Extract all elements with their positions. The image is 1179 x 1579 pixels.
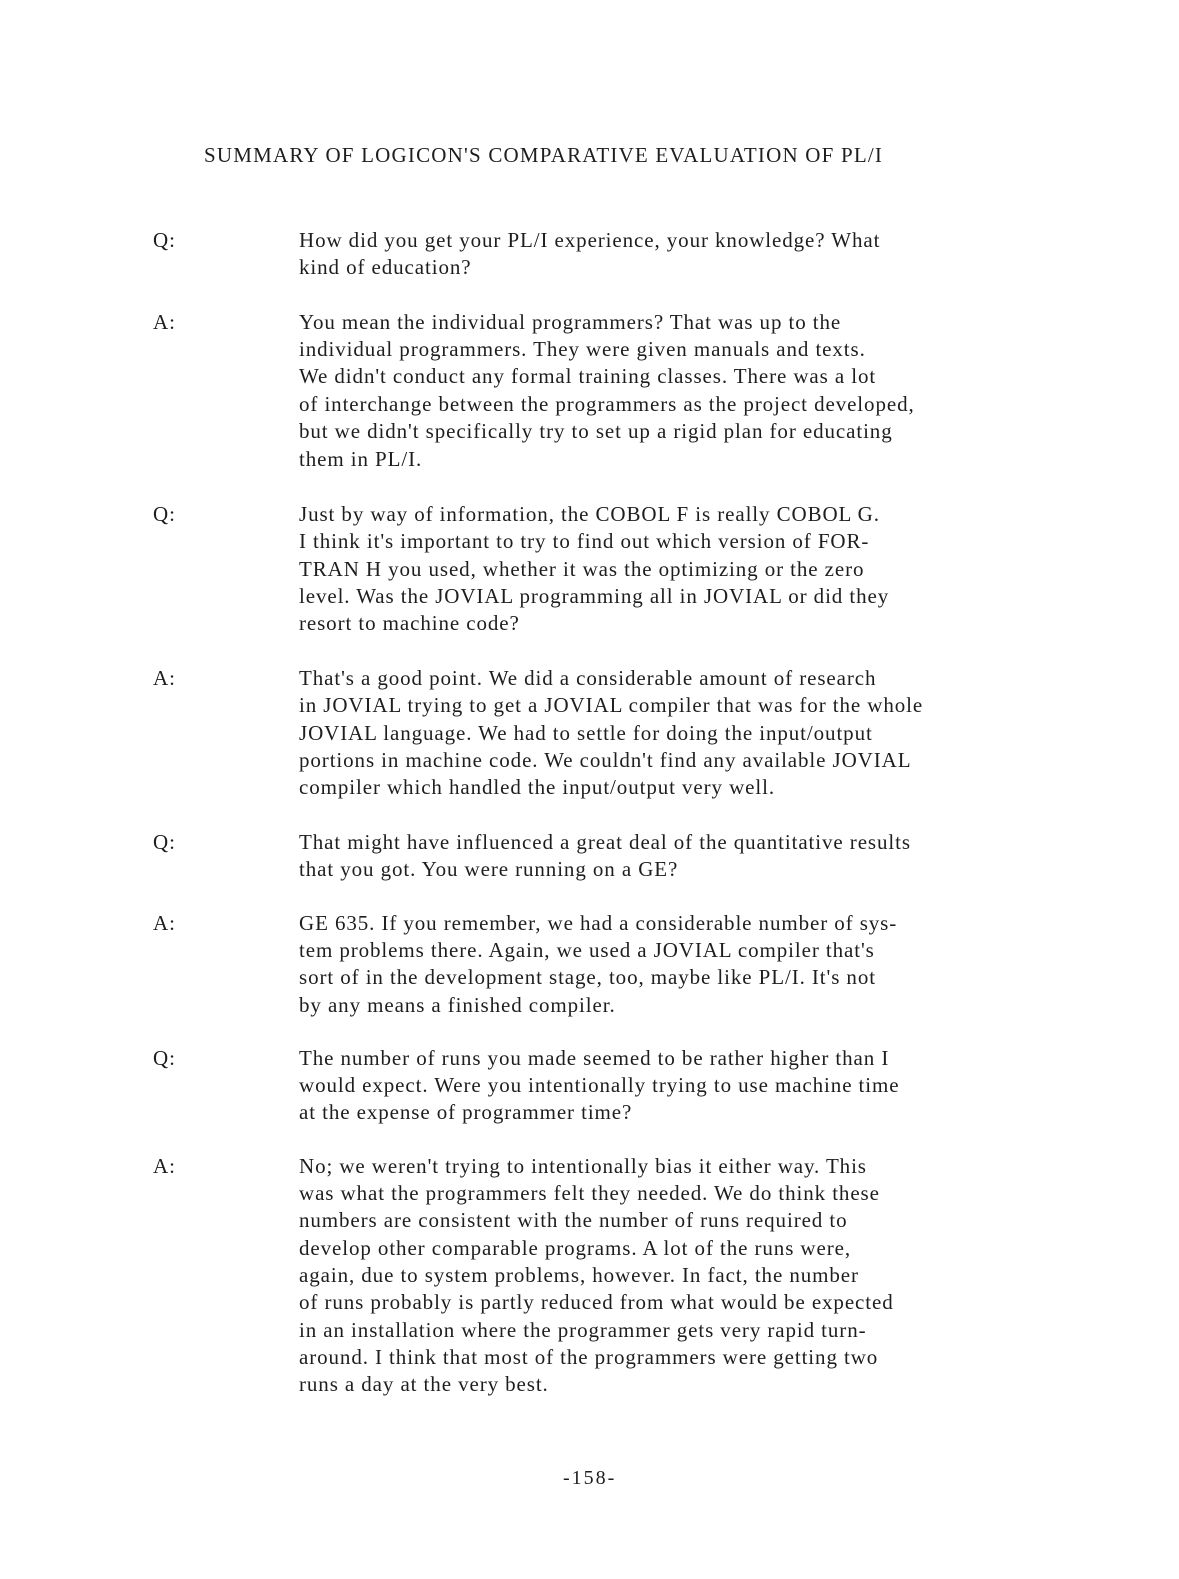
- text-line: compiler which handled the input/output very well.: [299, 775, 775, 799]
- text-line: We didn't conduct any formal training classes. There was a lot: [299, 364, 877, 388]
- speaker-label: A:: [153, 911, 176, 935]
- text-line: develop other comparable programs. A lot of the runs were,: [299, 1236, 851, 1260]
- text-line: would expect. Were you intentionally trying to use machine time: [299, 1073, 900, 1097]
- text-line: was what the programmers felt they needed. We do think these: [299, 1181, 880, 1205]
- text-line: Just by way of information, the COBOL F is really COBOL G.: [299, 502, 880, 526]
- speaker-label: Q:: [153, 1046, 176, 1070]
- text-line: but we didn't specifically try to set up a rigid plan for educating: [299, 419, 893, 443]
- text-line: GE 635. If you remember, we had a considerable number of sys-: [299, 911, 898, 935]
- text-line: of runs probably is partly reduced from what would be expected: [299, 1290, 894, 1314]
- text-line: No; we weren't trying to intentionally bias it either way. This: [299, 1154, 867, 1178]
- text-line: of interchange between the programmers as the project developed,: [299, 392, 915, 416]
- text-line: tem problems there. Again, we used a JOVIAL compiler that's: [299, 938, 875, 962]
- text-line: sort of in the development stage, too, maybe like PL/I. It's not: [299, 965, 876, 989]
- text-line: How did you get your PL/I experience, your knowledge? What: [299, 228, 881, 252]
- speaker-label: Q:: [153, 502, 176, 526]
- speaker-label: A:: [153, 310, 176, 334]
- page-title: SUMMARY OF LOGICON'S COMPARATIVE EVALUATION OF PL/I: [204, 143, 884, 167]
- text-line: resort to machine code?: [299, 611, 520, 635]
- text-line: You mean the individual programmers? That was up to the: [299, 310, 842, 334]
- text-line: That might have influenced a great deal of the quantitative results: [299, 830, 911, 854]
- text-line: portions in machine code. We couldn't find any available JOVIAL: [299, 748, 912, 772]
- text-line: again, due to system problems, however. In fact, the number: [299, 1263, 859, 1287]
- speaker-label: A:: [153, 666, 176, 690]
- speaker-label: Q:: [153, 228, 176, 252]
- speaker-label: Q:: [153, 830, 176, 854]
- text-line: at the expense of programmer time?: [299, 1100, 633, 1124]
- text-line: JOVIAL language. We had to settle for doing the input/output: [299, 721, 873, 745]
- text-line: in JOVIAL trying to get a JOVIAL compiler that was for the whole: [299, 693, 924, 717]
- text-line: that you got. You were running on a GE?: [299, 857, 679, 881]
- text-line: The number of runs you made seemed to be rather higher than I: [299, 1046, 890, 1070]
- text-line: I think it's important to try to find out which version of FOR-: [299, 529, 870, 553]
- text-line: TRAN H you used, whether it was the optimizing or the zero: [299, 557, 865, 581]
- text-line: numbers are consistent with the number of runs required to: [299, 1208, 848, 1232]
- text-line: That's a good point. We did a considerable amount of research: [299, 666, 877, 690]
- text-line: them in PL/I.: [299, 447, 423, 471]
- text-line: by any means a finished compiler.: [299, 993, 616, 1017]
- text-line: individual programmers. They were given manuals and texts.: [299, 337, 866, 361]
- speaker-label: A:: [153, 1154, 176, 1178]
- text-line: level. Was the JOVIAL programming all in JOVIAL or did they: [299, 584, 890, 608]
- text-line: runs a day at the very best.: [299, 1372, 549, 1396]
- text-line: in an installation where the programmer gets very rapid turn-: [299, 1318, 867, 1342]
- text-line: around. I think that most of the programmers were getting two: [299, 1345, 879, 1369]
- page-number: -158-: [563, 1467, 617, 1489]
- text-line: kind of education?: [299, 255, 472, 279]
